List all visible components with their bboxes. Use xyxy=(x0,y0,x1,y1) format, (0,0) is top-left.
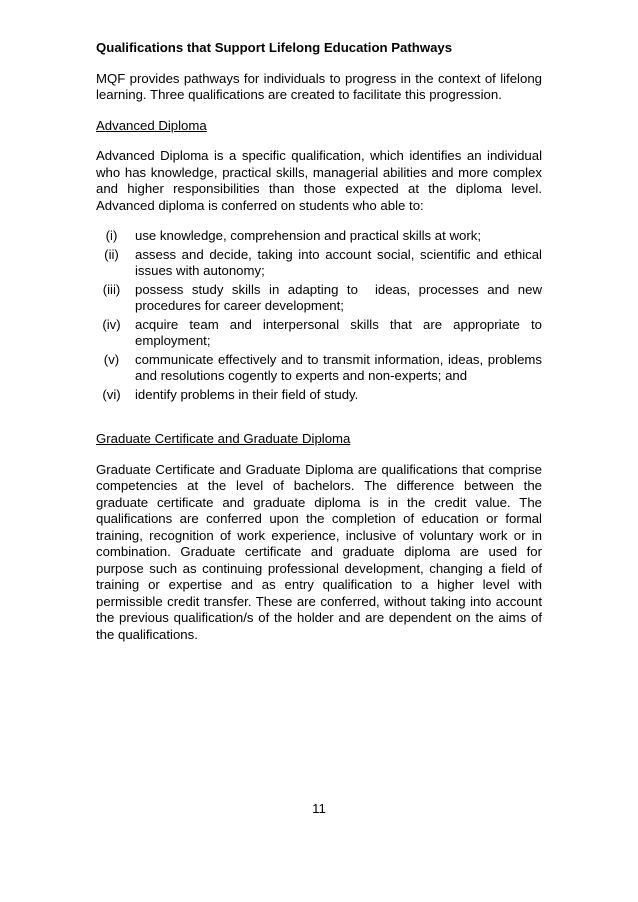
list-item-number: (ii) xyxy=(104,246,119,262)
list-item-number: (iii) xyxy=(102,281,121,297)
list-item-number: (i) xyxy=(105,228,118,243)
list-item xyxy=(96,387,542,404)
list-item-number: (iv) xyxy=(102,316,121,332)
list-item-text: identify problems in their field of study. xyxy=(135,386,359,402)
list-item xyxy=(96,317,542,350)
spacer xyxy=(96,405,542,431)
outcomes-list xyxy=(96,228,546,403)
section-heading-graduate-certificate: Graduate Certificate and Graduate Diploma xyxy=(96,431,351,446)
list-item-text: acquire team and interpersonal skills that are appropriate to employment; xyxy=(135,316,542,348)
page-number: 11 xyxy=(312,801,326,816)
list-item-text: assess and decide, taking into account social, scientific and ethical issues with autonomy; xyxy=(135,246,542,278)
list-item xyxy=(96,228,542,245)
list-item xyxy=(96,247,542,280)
graduate-certificate-paragraph: Graduate Certificate and Graduate Diploma are qualifications that comprise competencies at the level of bachelors. The difference between the graduate certificate and graduate diploma is in the credit value. The qualifications are conferred upon the completion of education or formal training, recognition of work experience, inclusive of voluntary work or in combination. Graduate certificate and graduate diploma are used for purpose such as continuing professional development, changing a field of training or expertise and as entry qualification to a higher level with permissible credit transfer. These are conferred, without taking into account the previous qualification/s of the holder and are dependent on the aims of the qualifications. xyxy=(96,461,542,642)
list-item xyxy=(96,281,546,315)
list-item xyxy=(96,352,542,385)
advanced-diploma-paragraph: Advanced Diploma is a specific qualification, which identifies an individual who has knowledge, practical skills, managerial abilities and more complex and higher responsibilities than those expected at the diploma level. Advanced diploma is conferred on students who able to: xyxy=(96,148,542,213)
intro-paragraph: MQF provides pathways for individuals to progress in the context of lifelong learning. Three qualifications are created to facilitate this progression. xyxy=(96,70,542,102)
section-heading-advanced-diploma: Advanced Diploma xyxy=(96,117,207,133)
document-page xyxy=(96,40,546,657)
list-item-text: communicate effectively and to transmit information, ideas, problems and resolutions cogently to experts and non-experts; and xyxy=(135,351,542,383)
document-title: Qualifications that Support Lifelong Education Pathways xyxy=(96,40,453,55)
list-item-number: (vi) xyxy=(102,386,121,402)
list-item-text: use knowledge, comprehension and practical skills at work; xyxy=(135,228,481,243)
list-item-number: (v) xyxy=(103,351,120,367)
list-item-text: possess study skills in adapting to ideas, processes and new procedures for career development; xyxy=(135,281,546,313)
